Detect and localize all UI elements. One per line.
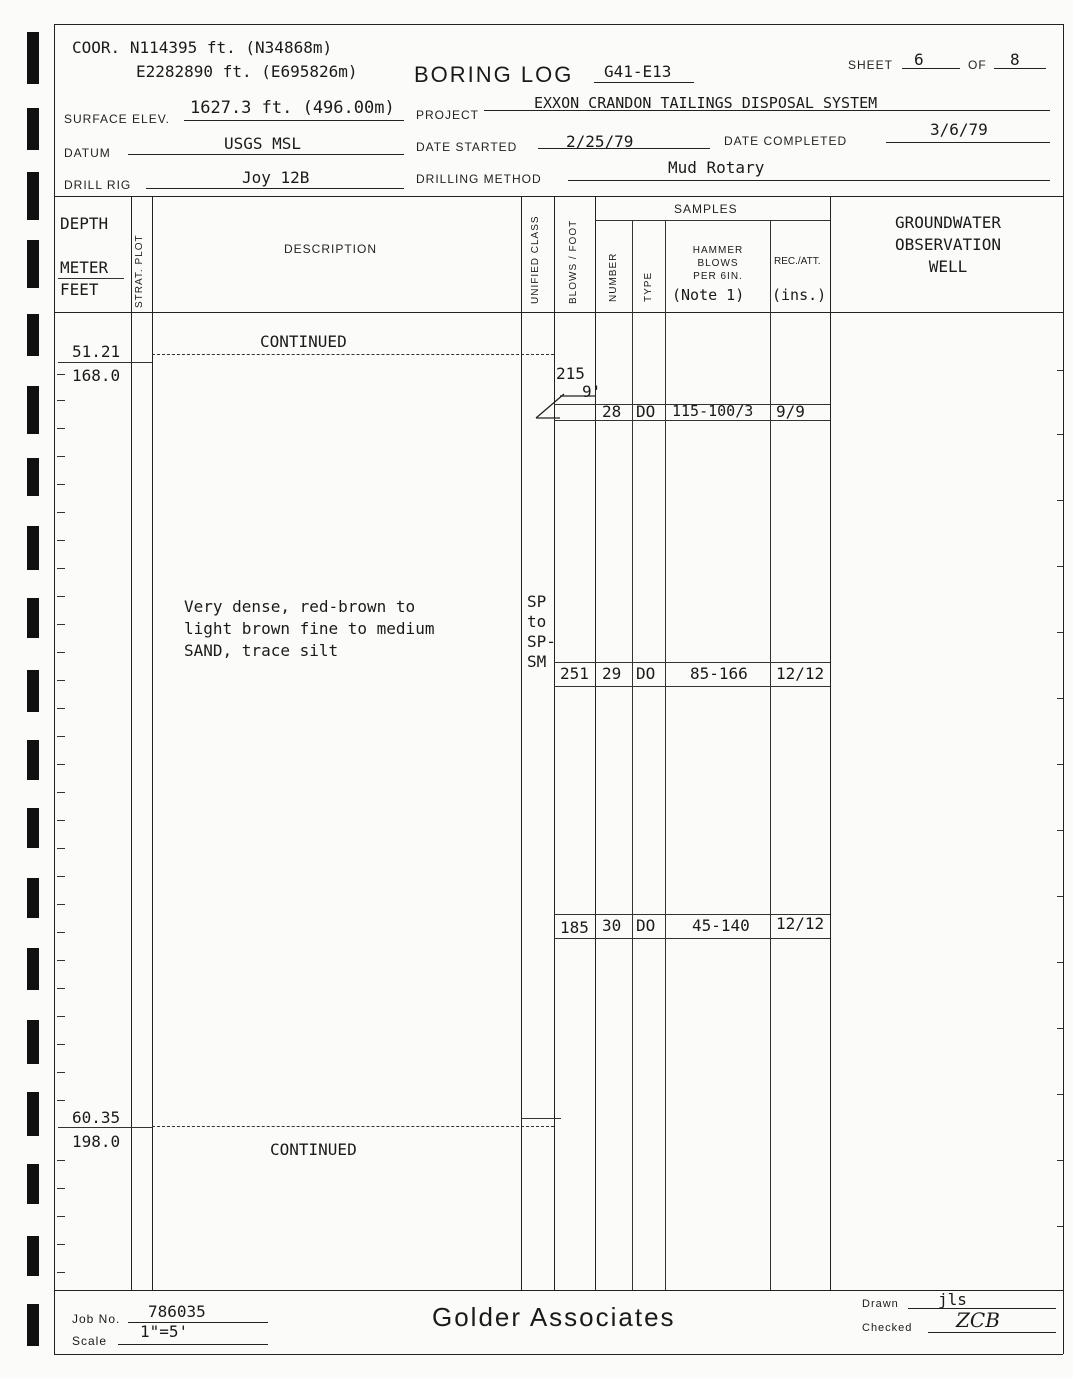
class-line-1: SP [527,592,547,611]
col-rec-att: REC./ATT. [774,256,821,267]
col-groundwater-3: WELL [928,257,968,276]
col-strat-plot: STRAT. PLOT [134,234,145,308]
datum-label: DATUM [64,146,111,160]
description-line-1: Very dense, red-brown to [184,597,416,616]
drill-rig-label: DRILL RIG [64,178,132,192]
description-line-2: light brown fine to medium [184,619,435,638]
drawn-value: jls [938,1290,967,1309]
col-hammer-1: HAMMER [692,245,744,256]
col-groundwater-1: GROUNDWATER [895,213,1001,232]
boring-id: G41-E13 [604,62,672,81]
sample-28-rec: 9/9 [776,402,805,421]
project-value: EXXON CRANDON TAILINGS DISPOSAL SYSTEM [534,94,878,112]
bottom-continued: CONTINUED [270,1140,357,1159]
sample-29-rec: 12/12 [776,664,825,683]
sample-28-type: DO [636,402,656,421]
coor-east: E2282890 ft. (E695826m) [136,62,358,81]
col-type: TYPE [643,271,654,302]
sample-29-hammer: 85-166 [690,664,748,683]
of-value: 8 [1010,50,1020,69]
col-hammer-2: BLOWS [697,258,739,269]
bottom-meter: 60.35 [72,1108,121,1127]
checked-label: Checked [862,1322,913,1334]
surface-elev-label: SURFACE ELEV. [64,112,170,126]
coor-north: N114395 ft. (N34868m) [129,38,333,57]
sample-30-type: DO [636,916,656,935]
scale-label: Scale [72,1334,108,1348]
bottom-feet: 198.0 [72,1132,121,1151]
col-number: NUMBER [608,252,619,302]
col-blows-foot: BLOWS / FOOT [568,219,579,304]
blows-slash-mark [530,380,600,430]
class-line-4: SM [527,652,547,671]
sample-28-number: 28 [602,402,622,421]
first-blows: 215 [556,364,585,383]
drawn-label: Drawn [862,1298,899,1310]
class-line-3: SP- [527,632,556,651]
date-started-value: 2/25/79 [566,132,634,151]
scale-value: 1"=5' [140,1322,189,1341]
date-completed-label: DATE COMPLETED [724,134,848,148]
col-groundwater-2: OBSERVATION [895,235,1001,254]
company-name: Golder Associates [432,1302,676,1332]
date-started-label: DATE STARTED [416,140,518,154]
drill-rig-value: Joy 12B [242,168,310,187]
top-meter: 51.21 [72,342,121,361]
sample-30-number: 30 [602,916,622,935]
top-continued: CONTINUED [260,332,347,351]
top-feet: 168.0 [72,366,121,385]
sample-29-type: DO [636,664,656,683]
job-label: Job No. [72,1312,121,1326]
col-depth: DEPTH [60,214,109,233]
project-label: PROJECT [416,108,480,122]
col-feet: FEET [60,280,99,299]
sheet-value: 6 [914,50,924,69]
sample-29-number: 29 [602,664,622,683]
class-line-2: to [527,612,547,631]
sample-30-hammer: 45-140 [692,916,750,935]
col-hammer-note: (Note 1) [672,286,745,304]
col-unified-class: UNIFIED CLASS [530,215,541,304]
sample-28-hammer: 115-100/3 [672,402,754,420]
form-title: BORING LOG [414,62,574,87]
drilling-method-value: Mud Rotary [668,158,765,177]
col-hammer-3: PER 6IN. [693,271,743,282]
sheet-label: SHEET [848,58,894,72]
sample-29-blows: 251 [560,664,589,683]
date-completed-value: 3/6/79 [930,120,988,139]
datum-value: USGS MSL [224,134,302,153]
sample-30-rec: 12/12 [776,914,825,933]
surface-elev-value: 1627.3 ft. (496.00m) [190,98,395,118]
description-line-3: SAND, trace silt [184,641,339,660]
first-blows-note: 9' [582,382,602,401]
col-samples: SAMPLES [674,202,738,216]
checked-value: ZCB [956,1308,1000,1332]
sample-30-blows: 185 [560,918,589,937]
drilling-method-label: DRILLING METHOD [416,172,542,186]
coor-label: COOR. [72,38,121,57]
job-value: 786035 [148,1302,206,1321]
col-description: DESCRIPTION [284,242,378,256]
col-rec-units: (ins.) [772,286,827,304]
of-label: OF [968,58,987,72]
col-meter: METER [60,258,109,277]
